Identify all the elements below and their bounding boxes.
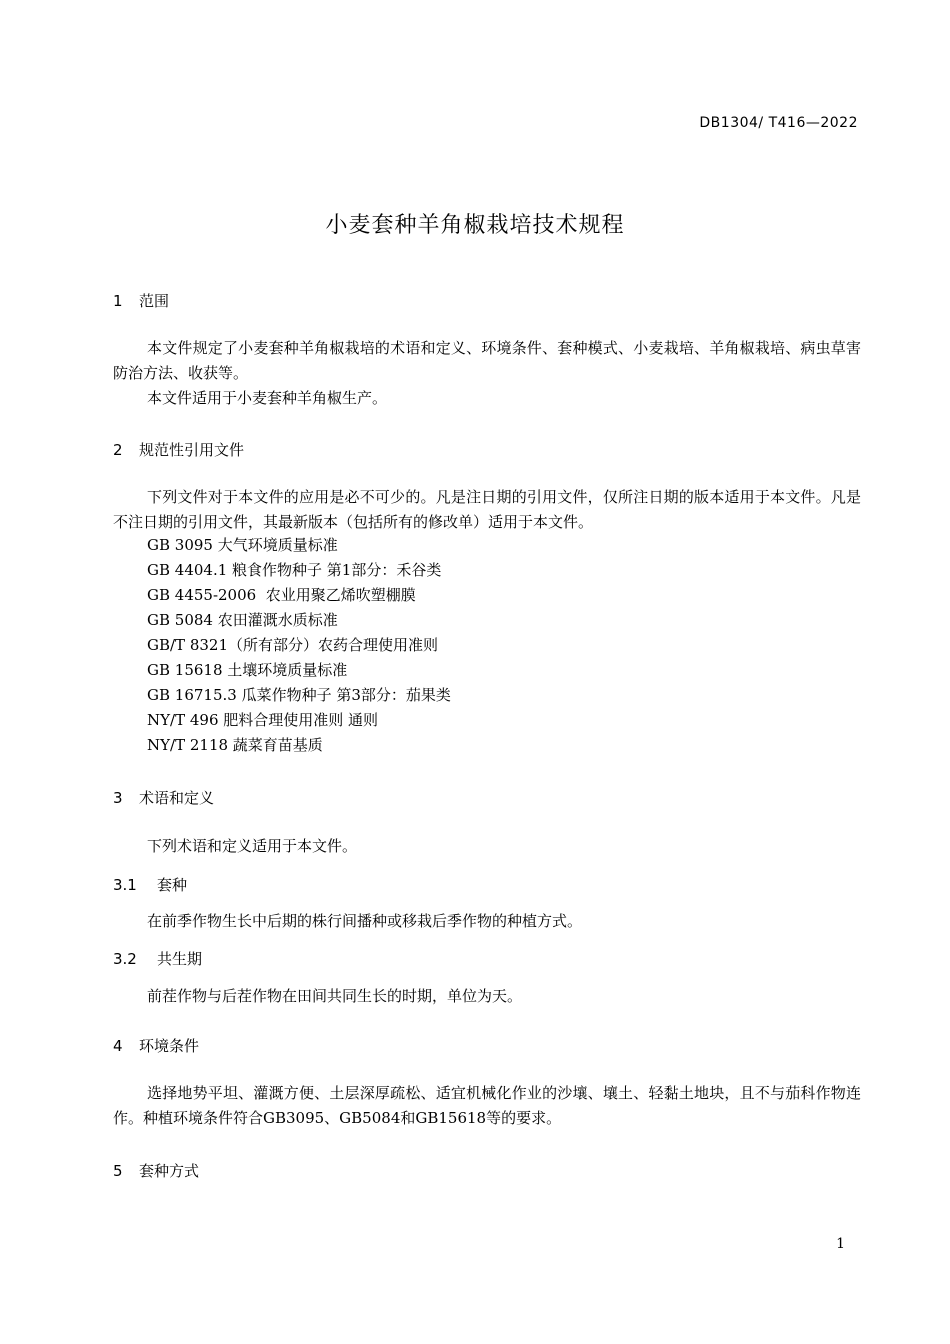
section-number: 4 bbox=[113, 1037, 123, 1055]
subsection-3-1-definition: 在前季作物生长中后期的株行间播种或移栽后季作物的种植方式。 bbox=[147, 912, 583, 930]
section-2-paragraph-1: 下列文件对于本文件的应用是必不可少的。凡是注日期的引用文件，仅所注日期的版本适用于本文件。凡是不注日期的引用文件，其最新版本（包括所有的修改单）适用于本文件。 bbox=[113, 488, 861, 531]
section-1-paragraph-1: 本文件规定了小麦套种羊角椒栽培的术语和定义、环境条件、套种模式、小麦栽培、羊角椒栽培、病虫草害防治方法、收获等。 bbox=[113, 339, 861, 382]
section-title: 范围 bbox=[139, 292, 170, 310]
section-5-heading bbox=[113, 1160, 199, 1181]
reference-item: GB 5084 农田灌溉水质标准 bbox=[147, 611, 338, 629]
reference-item: GB/T 8321（所有部分）农药合理使用准则 bbox=[147, 636, 439, 654]
subsection-number: 3.2 bbox=[113, 950, 137, 968]
section-title: 术语和定义 bbox=[139, 789, 215, 807]
section-4-heading bbox=[113, 1035, 199, 1056]
document-title: 小麦套种羊角椒栽培技术规程 bbox=[325, 213, 625, 238]
reference-item: GB 4404.1 粮食作物种子 第1部分：禾谷类 bbox=[147, 561, 442, 579]
section-number: 2 bbox=[113, 441, 123, 459]
subsection-3-2-definition: 前茬作物与后茬作物在田间共同生长的时期，单位为天。 bbox=[147, 987, 523, 1005]
subsection-title: 套种 bbox=[157, 876, 188, 894]
section-1-heading bbox=[113, 290, 169, 311]
section-4-paragraph-1: 选择地势平坦、灌溉方便、土层深厚疏松、适宜机械化作业的沙壤、壤土、轻黏土地块，且不与茄科作物连作。种植环境条件符合GB3095、GB5084和GB15618等的要求。 bbox=[113, 1084, 861, 1127]
section-title: 规范性引用文件 bbox=[139, 441, 245, 459]
normative-reference-list bbox=[147, 533, 451, 758]
page-number: 1 bbox=[836, 1236, 845, 1252]
section-1-paragraph-2: 本文件适用于小麦套种羊角椒生产。 bbox=[147, 389, 388, 407]
section-title: 环境条件 bbox=[139, 1037, 200, 1055]
reference-item: NY/T 2118 蔬菜育苗基质 bbox=[147, 736, 323, 754]
reference-item: GB 4455-2006 农业用聚乙烯吹塑棚膜 bbox=[147, 586, 416, 604]
section-2-heading bbox=[113, 439, 244, 460]
subsection-3-1-heading bbox=[113, 874, 187, 895]
reference-item: GB 16715.3 瓜菜作物种子 第3部分：茄果类 bbox=[147, 686, 451, 704]
section-number: 5 bbox=[113, 1162, 123, 1180]
section-3-heading bbox=[113, 787, 214, 808]
subsection-3-2-heading bbox=[113, 948, 202, 969]
section-number: 1 bbox=[113, 292, 123, 310]
document-code: DB1304/ T416—2022 bbox=[699, 115, 858, 131]
subsection-number: 3.1 bbox=[113, 876, 137, 894]
reference-item: GB 3095 大气环境质量标准 bbox=[147, 536, 338, 554]
section-title: 套种方式 bbox=[139, 1162, 200, 1180]
reference-item: NY/T 496 肥料合理使用准则 通则 bbox=[147, 711, 379, 729]
section-number: 3 bbox=[113, 789, 123, 807]
reference-item: GB 15618 土壤环境质量标准 bbox=[147, 661, 348, 679]
section-3-paragraph-1: 下列术语和定义适用于本文件。 bbox=[147, 837, 358, 855]
subsection-title: 共生期 bbox=[157, 950, 203, 968]
